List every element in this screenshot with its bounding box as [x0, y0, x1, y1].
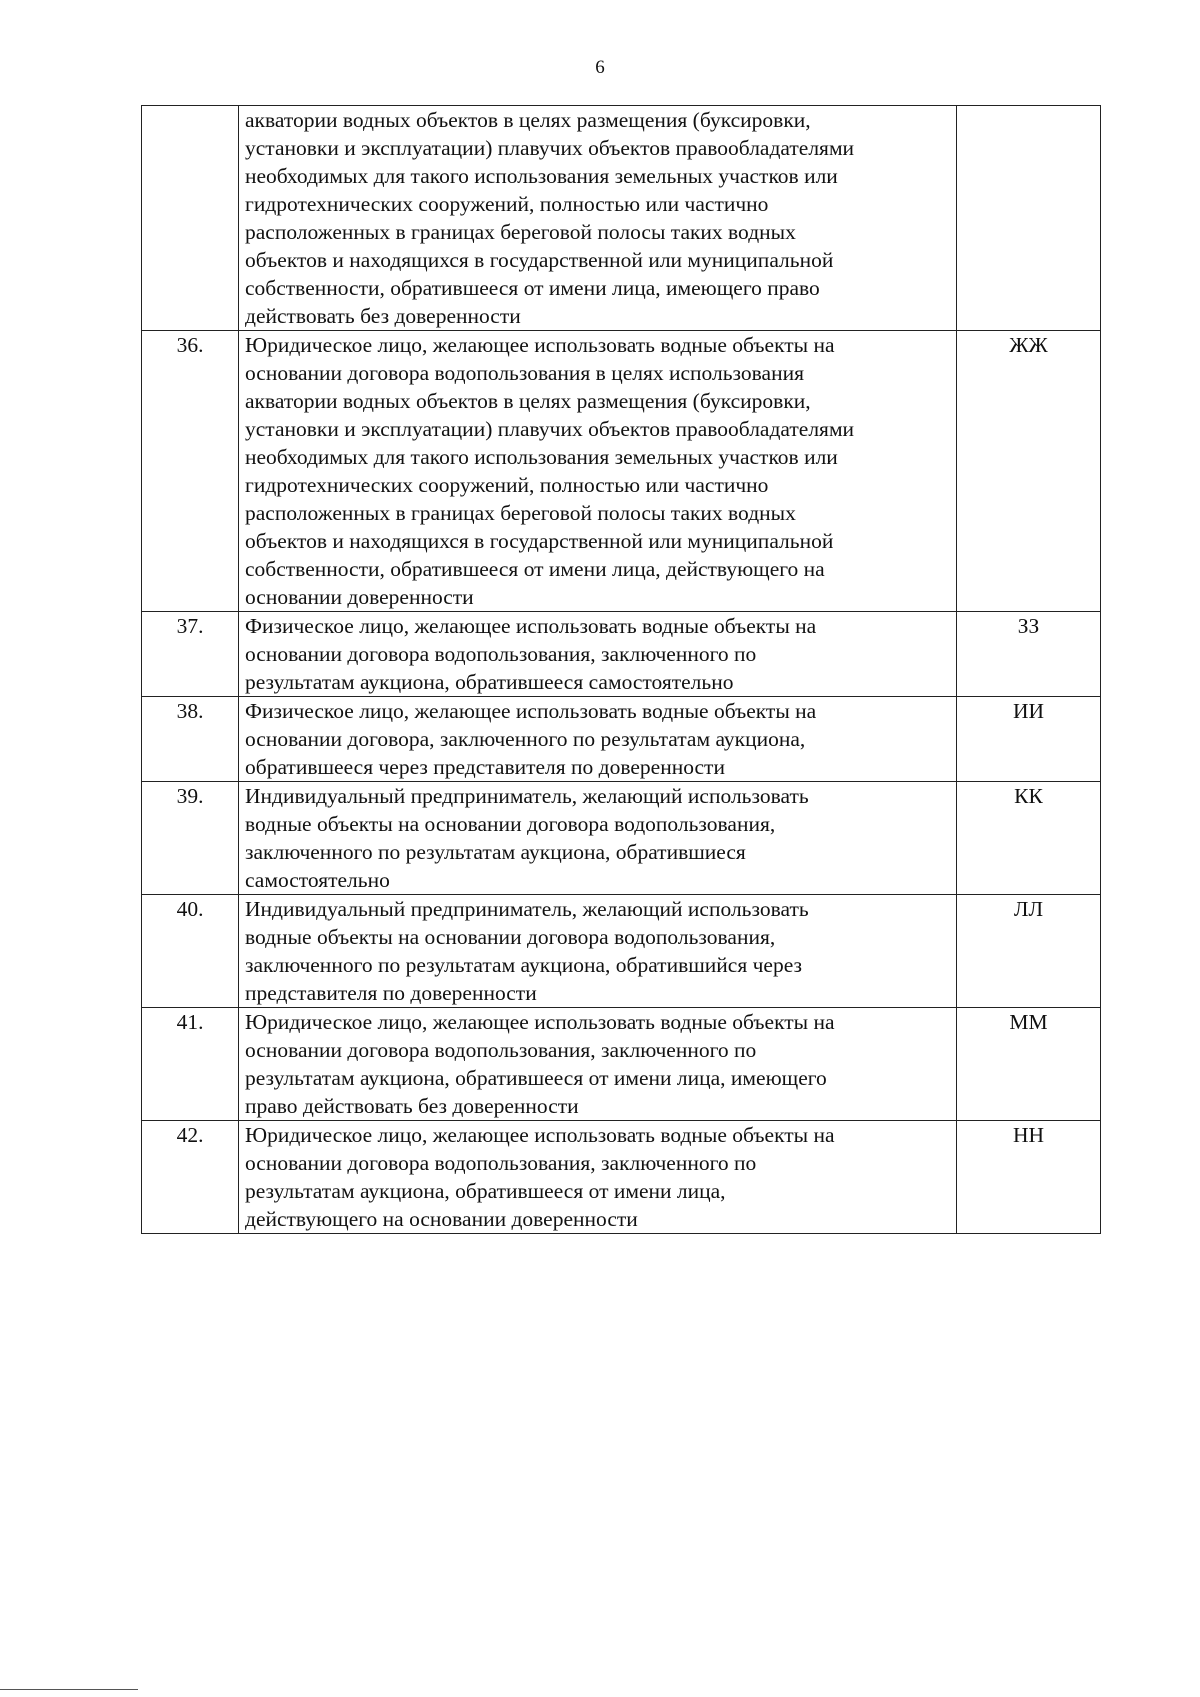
description-line: Индивидуальный предприниматель, желающий использовать — [245, 897, 809, 921]
footer-rule — [0, 1689, 138, 1690]
row-description — [239, 331, 957, 612]
description-line: основании договора водопользования, заключенного по — [245, 1151, 757, 1175]
description-line: акватории водных объектов в целях размещения (буксировки, — [245, 108, 811, 132]
description-line: гидротехнических сооружений, полностью или частично — [245, 192, 769, 216]
row-code: НН — [957, 1121, 1101, 1234]
table-body — [142, 106, 1101, 1234]
row-number: 36. — [142, 331, 239, 612]
description-line: собственности, обратившееся от имени лица, действующего на — [245, 557, 825, 581]
row-code: ММ — [957, 1008, 1101, 1121]
description-line: результатам аукциона, обратившееся самостоятельно — [245, 670, 734, 694]
row-description — [239, 1121, 957, 1234]
description-line: установки и эксплуатации) плавучих объектов правообладателями — [245, 417, 855, 441]
table-row — [142, 331, 1101, 612]
description-line: Физическое лицо, желающее использовать водные объекты на — [245, 699, 817, 723]
row-code: ЗЗ — [957, 612, 1101, 697]
description-line: действующего на основании доверенности — [245, 1207, 638, 1231]
row-number: 38. — [142, 697, 239, 782]
table-row — [142, 1008, 1101, 1121]
description-line: гидротехнических сооружений, полностью или частично — [245, 473, 769, 497]
description-line: основании договора водопользования, заключенного по — [245, 1038, 757, 1062]
table-row — [142, 106, 1101, 331]
description-line: объектов и находящихся в государственной или муниципальной — [245, 248, 834, 272]
description-line: необходимых для такого использования земельных участков или — [245, 445, 838, 469]
description-line: Юридическое лицо, желающее использовать водные объекты на — [245, 1123, 835, 1147]
row-number: 41. — [142, 1008, 239, 1121]
description-line: собственности, обратившееся от имени лица, имеющего право — [245, 276, 820, 300]
table-row — [142, 782, 1101, 895]
row-code: КК — [957, 782, 1101, 895]
description-line: самостоятельно — [245, 868, 390, 892]
description-line: Юридическое лицо, желающее использовать водные объекты на — [245, 1010, 835, 1034]
description-line: расположенных в границах береговой полосы таких водных — [245, 501, 796, 525]
row-description — [239, 782, 957, 895]
row-number: 37. — [142, 612, 239, 697]
table-row — [142, 895, 1101, 1008]
description-line: представителя по доверенности — [245, 981, 537, 1005]
description-line: водные объекты на основании договора водопользования, — [245, 925, 776, 949]
description-line: заключенного по результатам аукциона, обратившиеся — [245, 840, 746, 864]
description-line: акватории водных объектов в целях размещения (буксировки, — [245, 389, 811, 413]
description-line: необходимых для такого использования земельных участков или — [245, 164, 838, 188]
description-line: основании доверенности — [245, 585, 474, 609]
row-code: ИИ — [957, 697, 1101, 782]
description-line: установки и эксплуатации) плавучих объектов правообладателями — [245, 136, 855, 160]
row-description — [239, 1008, 957, 1121]
description-line: обратившееся через представителя по доверенности — [245, 755, 725, 779]
table-row — [142, 612, 1101, 697]
row-description — [239, 612, 957, 697]
row-description — [239, 106, 957, 331]
description-line: Физическое лицо, желающее использовать водные объекты на — [245, 614, 817, 638]
row-description — [239, 895, 957, 1008]
description-line: основании договора водопользования, заключенного по — [245, 642, 757, 666]
row-code: ЛЛ — [957, 895, 1101, 1008]
row-code — [957, 106, 1101, 331]
table-row — [142, 697, 1101, 782]
description-line: основании договора водопользования в целях использования — [245, 361, 804, 385]
description-line: расположенных в границах береговой полосы таких водных — [245, 220, 796, 244]
description-line: результатам аукциона, обратившееся от имени лица, имеющего — [245, 1066, 827, 1090]
description-line: право действовать без доверенности — [245, 1094, 579, 1118]
row-description — [239, 697, 957, 782]
description-line: основании договора, заключенного по результатам аукциона, — [245, 727, 806, 751]
row-code: ЖЖ — [957, 331, 1101, 612]
row-number: 42. — [142, 1121, 239, 1234]
description-line: результатам аукциона, обратившееся от имени лица, — [245, 1179, 726, 1203]
description-line: водные объекты на основании договора водопользования, — [245, 812, 776, 836]
description-line: заключенного по результатам аукциона, обратившийся через — [245, 953, 803, 977]
row-number — [142, 106, 239, 331]
row-number: 40. — [142, 895, 239, 1008]
description-line: Юридическое лицо, желающее использовать водные объекты на — [245, 333, 835, 357]
description-line: объектов и находящихся в государственной или муниципальной — [245, 529, 834, 553]
codes-table — [141, 105, 1101, 1234]
description-line: Индивидуальный предприниматель, желающий использовать — [245, 784, 809, 808]
table-row — [142, 1121, 1101, 1234]
description-line: действовать без доверенности — [245, 304, 521, 328]
row-number: 39. — [142, 782, 239, 895]
page-number: 6 — [595, 57, 605, 78]
